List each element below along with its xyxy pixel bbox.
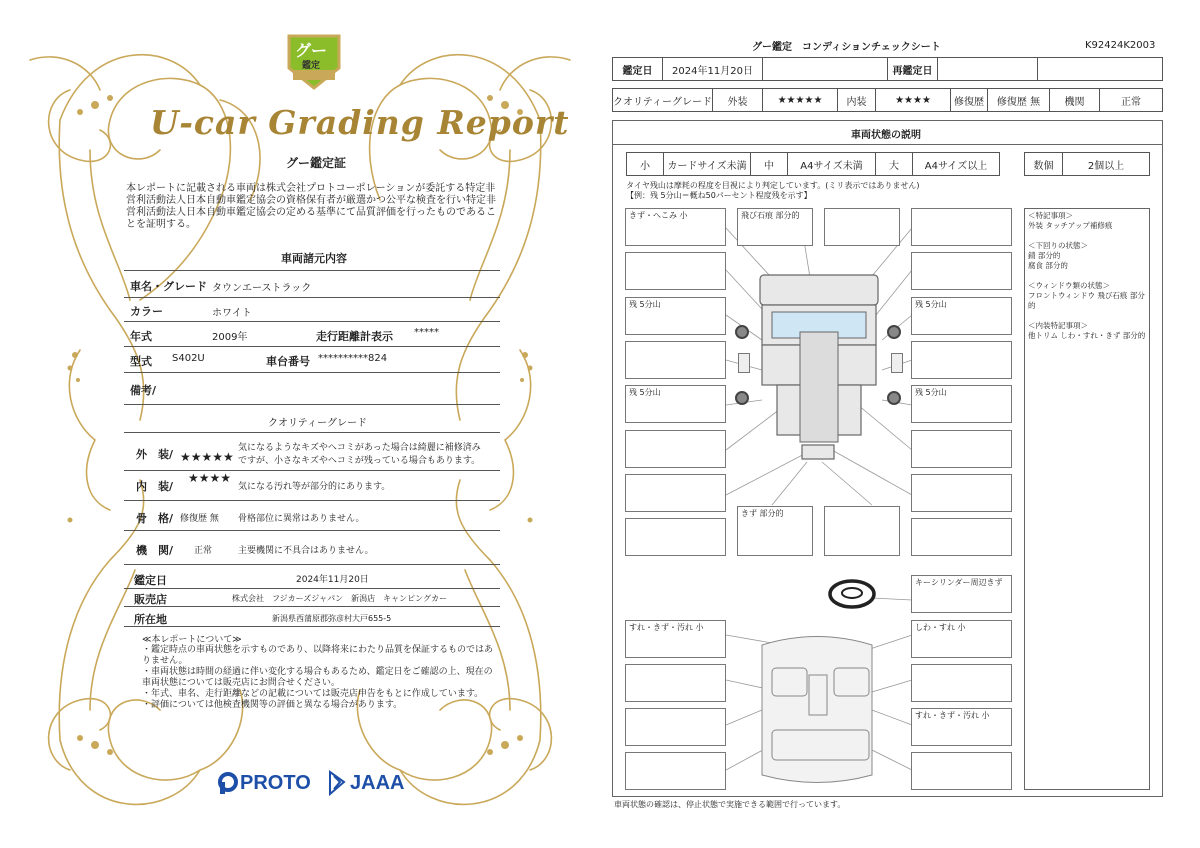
mileage-label: 走行距離計表示 — [316, 330, 393, 343]
script-title: U-car Grading Report — [150, 103, 570, 142]
note-line: ＜ウィンドウ類の状態＞ — [1028, 281, 1111, 290]
interior-label: 内装 — [837, 88, 876, 112]
sheet-code: K92424K2003 — [1085, 40, 1156, 51]
sheet-title: グー鑑定 コンディションチェックシート — [752, 42, 941, 53]
chassis-label: 車台番号 — [266, 355, 310, 368]
damage-box: 飛び石痕 部分的 — [737, 208, 813, 246]
damage-box — [824, 208, 900, 246]
date-value: 2024年11月20日 — [296, 575, 369, 585]
damage-box — [911, 474, 1012, 512]
model-label: 型式 — [130, 355, 152, 368]
wheel-front-left — [735, 325, 749, 339]
interior-stars: ★★★★ — [875, 88, 951, 112]
damage-box: 残 5分山 — [911, 297, 1012, 335]
frame-label: 骨 格/ — [136, 512, 174, 525]
car-name-value: タウンエーストラック — [212, 283, 312, 294]
note-item: ・鑑定時点の車両状態を示すものであり、以降将来にわたり品質を保証するものではありません。 — [142, 645, 494, 666]
damage-box: 残 5分山 — [625, 385, 726, 423]
note-line: 腐食 部分的 — [1028, 261, 1068, 270]
exterior-stars: ★★★★★ — [180, 450, 234, 464]
grade-label: クオリティーグレード — [612, 88, 713, 112]
car-name-label: 車名・グレード — [130, 280, 207, 293]
engine-value: 正常 — [194, 546, 213, 556]
divider — [124, 626, 500, 627]
note-line — [1028, 271, 1146, 281]
engine-label: 機関 — [1049, 88, 1100, 112]
certificate-heading: グー鑑定証 — [286, 156, 347, 170]
interior-stars: ★★★★ — [188, 471, 232, 485]
damage-box: しわ・すれ 小 — [911, 620, 1012, 658]
note-line — [1028, 311, 1146, 321]
divider — [124, 500, 500, 501]
emblem-top-text: グー — [295, 41, 328, 60]
damage-box — [625, 430, 726, 468]
reinspect-label: 再鑑定日 — [887, 57, 938, 81]
engine-desc: 主要機関に不具合はありません。 — [238, 546, 374, 556]
divider — [612, 144, 1163, 145]
damage-box — [911, 341, 1012, 379]
damage-box — [911, 252, 1012, 290]
model-value: S402U — [172, 353, 205, 364]
damage-box — [625, 518, 726, 556]
damage-box — [625, 474, 726, 512]
divider — [124, 588, 500, 589]
wheel-front-right — [887, 325, 901, 339]
note-line — [1028, 231, 1146, 241]
damage-box — [625, 708, 726, 746]
frame-value: 修復歴 無 — [180, 514, 219, 524]
condition-title: 車両状態の説明 — [851, 130, 921, 141]
size-mid-desc: A4サイズ未満 — [787, 152, 876, 176]
color-label: カラー — [130, 305, 163, 318]
exterior-stars: ★★★★★ — [762, 88, 838, 112]
date-label: 鑑定日 — [134, 574, 167, 587]
exterior-desc-2: ですが、小さなキズやヘコミが残っている場合もあります。 — [238, 456, 481, 466]
note-line: 他トリム しわ・すれ・きず 部分的 — [1028, 331, 1146, 340]
size-large: 大 — [875, 152, 913, 176]
proto-logo-mark — [218, 772, 238, 794]
spec-title: 車両諸元内容 — [281, 252, 347, 265]
divider — [124, 297, 500, 298]
notes-panel — [1024, 208, 1150, 790]
notes-list — [142, 645, 494, 711]
size-small-desc: カードサイズ未満 — [663, 152, 751, 176]
exterior-desc-1: 気になるようなキズやヘコミがあった場合は綺麗に補修済み — [238, 443, 481, 453]
divider — [124, 606, 500, 607]
damage-box — [911, 430, 1012, 468]
year-value: 2009年 — [212, 332, 248, 343]
damage-box — [911, 518, 1012, 556]
exterior-label: 外 装/ — [136, 448, 174, 461]
note-line: 外装 タッチアップ補修痕 — [1028, 221, 1113, 230]
note-line: ＜特記事項＞ — [1028, 211, 1073, 220]
damage-box: キーシリンダー周辺きず — [911, 575, 1012, 613]
address-value: 新潟県西蒲原郡弥彦村大戸655-5 — [272, 614, 392, 623]
emblem-bottom-text: 鑑定 — [302, 61, 321, 71]
note-item: ・車両状態は時間の経過に伴い変化する場合もあるため、鑑定日をご確認の上、現在の車両状態については販売店にお問合せください。 — [142, 667, 493, 688]
sheet-footer: 車両状態の確認は、停止状態で実施できる範囲で行っています。 — [614, 800, 846, 809]
divider — [124, 432, 500, 433]
count-desc: 2個以上 — [1062, 152, 1150, 176]
count-label: 数個 — [1024, 152, 1063, 176]
wheel-rear-right — [887, 391, 901, 405]
tire-note-1: タイヤ残山は摩耗の程度を目視により判定しています。(ミリ表示ではありません) — [626, 181, 920, 190]
damage-box — [911, 664, 1012, 702]
year-label: 年式 — [130, 330, 152, 343]
repair-value: 修復歴 無 — [987, 88, 1050, 112]
damage-box: 残 5分山 — [911, 385, 1012, 423]
date-label: 鑑定日 — [612, 57, 663, 81]
damage-box — [625, 252, 726, 290]
divider — [124, 270, 500, 271]
divider — [124, 530, 500, 531]
note-line: フロントウィンドウ 飛び石痕 部分的 — [1028, 291, 1145, 310]
blank-cell — [762, 57, 888, 81]
notes-title: ≪本レポートについて≫ — [142, 635, 242, 645]
interior-desc: 気になる汚れ等が部分的にあります。 — [238, 482, 391, 492]
jaaa-logo-mark — [328, 770, 346, 796]
jaaa-logo-text: JAAA — [350, 772, 405, 794]
note-line: ＜内装特記事項＞ — [1028, 321, 1088, 330]
divider — [124, 470, 500, 471]
damage-box — [911, 208, 1012, 246]
date-value: 2024年11月20日 — [662, 57, 763, 81]
damage-box — [911, 752, 1012, 790]
note-line: ＜下回りの状態＞ — [1028, 241, 1088, 250]
mirror-right — [891, 353, 903, 373]
divider — [124, 404, 500, 405]
exterior-label: 外装 — [712, 88, 763, 112]
interior-label: 内 装/ — [136, 480, 174, 493]
divider — [124, 564, 500, 565]
mileage-value: ***** — [414, 327, 439, 338]
tire-note-2: 【例：残 5分山＝概ね50パーセント程度残を示す】 — [626, 191, 812, 200]
dealer-label: 販売店 — [134, 593, 167, 606]
damage-box — [625, 341, 726, 379]
size-mid: 中 — [750, 152, 788, 176]
frame-desc: 骨格部位に異常はありません。 — [238, 514, 365, 524]
address-label: 所在地 — [134, 613, 167, 626]
reinspect-value — [937, 57, 1038, 81]
size-small: 小 — [626, 152, 664, 176]
engine-label: 機 関/ — [136, 544, 174, 557]
size-large-desc: A4サイズ以上 — [912, 152, 1000, 176]
divider — [124, 346, 500, 347]
repair-label: 修復歴 — [950, 88, 988, 112]
damage-box: きず 部分的 — [737, 506, 813, 556]
mirror-left — [738, 353, 750, 373]
damage-box: きず・へこみ 小 — [625, 208, 726, 246]
note-item: ・評価については他検査機関等の評価と異なる場合があります。 — [142, 700, 403, 710]
remarks-label: 備考/ — [130, 384, 157, 397]
note-line: 錆 部分的 — [1028, 251, 1061, 260]
note-item: ・年式、車名、走行距離などの記載については販売店申告をもとに作成しています。 — [142, 689, 484, 699]
blank-cell — [1037, 57, 1163, 81]
dealer-value: 株式会社 フジカーズジャパン 新潟店 キャンピングカー — [232, 594, 447, 603]
color-value: ホワイト — [212, 308, 252, 319]
divider — [124, 321, 500, 322]
damage-box — [625, 664, 726, 702]
damage-box: すれ・きず・汚れ 小 — [625, 620, 726, 658]
certificate-intro: 本レポートに記載される車両は株式会社プロトコーポレーションが委託する特定非営利活動法人日本自動車鑑定協会の資格保有者が厳選かつ公平な検査を行い特定非営利活動法人日本自動車鑑定協会の定める基準にて品質評価を行ったものであることを証明する。 — [126, 183, 496, 230]
damage-box: すれ・きず・汚れ 小 — [911, 708, 1012, 746]
divider — [124, 372, 500, 373]
damage-box: 残 5分山 — [625, 297, 726, 335]
wheel-rear-left — [735, 391, 749, 405]
engine-value: 正常 — [1099, 88, 1163, 112]
damage-box — [824, 506, 900, 556]
proto-logo-text: PROTO — [240, 772, 311, 794]
goo-emblem — [285, 30, 343, 92]
chassis-value: **********824 — [318, 353, 388, 364]
damage-box — [625, 752, 726, 790]
quality-title: クオリティーグレード — [268, 418, 367, 429]
